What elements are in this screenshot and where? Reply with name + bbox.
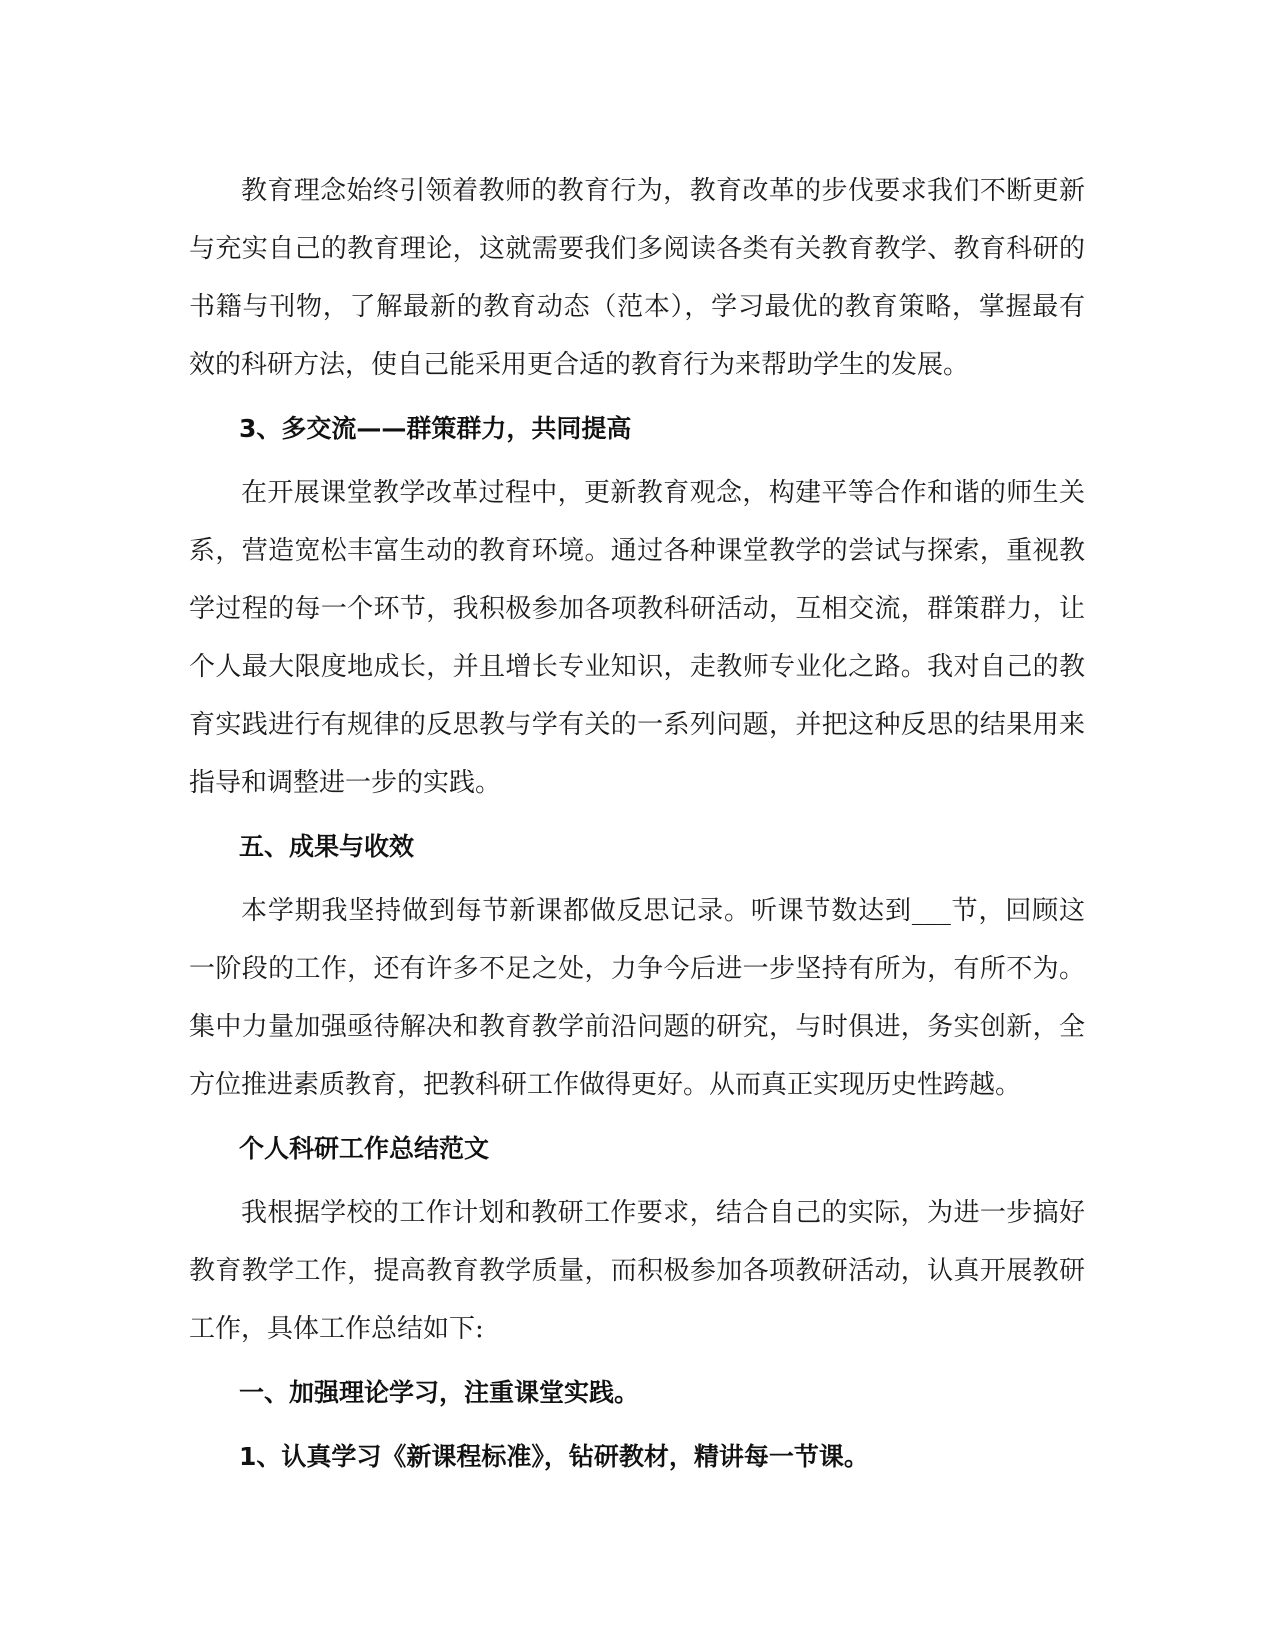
heading-curriculum-study: 1、认真学习《新课程标准》，钻研教材，精讲每一节课。 bbox=[239, 1442, 869, 1471]
paragraph-classroom-reform: 在开展课堂教学改革过程中，更新教育观念，构建平等合作和谐的师生关系，营造宽松丰富生动的教育环境。通过各种课堂教学的尝试与探索，重视教学过程的每一个环节，我积极参加各项教科研活动，互相交流，群策群力，让个人最大限度地成长，并且增长专业知识，走教师专业化之路。我对自己的教育实践进行有规律的反思教与学有关的一系列问题，并把这种反思的结果用来指导和调整进一步的实践。 bbox=[189, 478, 1085, 798]
heading-theory-study: 一、加强理论学习，注重课堂实践。 bbox=[239, 1378, 640, 1407]
heading-summary-title: 个人科研工作总结范文 bbox=[239, 1134, 490, 1163]
paragraph-results: 本学期我坚持做到每节新课都做反思记录。听课节数达到___节，回顾这一阶段的工作，还有许多不足之处，力争今后进一步坚持有所为，有所不为。集中力量加强亟待解决和教育教学前沿问题的研究，与时俱进，务实创新，全方位推进素质教育，把教科研工作做得更好。从而真正实现历史性跨越。 bbox=[189, 896, 1085, 1100]
paragraph-summary-intro: 我根据学校的工作计划和教研工作要求，结合自己的实际，为进一步搞好教育教学工作，提高教育教学质量，而积极参加各项教研活动，认真开展教研工作，具体工作总结如下: bbox=[189, 1198, 1085, 1344]
paragraph-education-philosophy: 教育理念始终引领着教师的教育行为，教育改革的步伐要求我们不断更新与充实自己的教育理论，这就需要我们多阅读各类有关教育教学、教育科研的书籍与刊物，了解最新的教育动态（范本），学习最优的教育策略，掌握最有效的科研方法，使自己能采用更合适的教育行为来帮助学生的发展。 bbox=[189, 176, 1085, 380]
document-body bbox=[189, 162, 1085, 1492]
heading-communication: 3、多交流——群策群力，共同提高 bbox=[239, 414, 632, 443]
heading-results: 五、成果与收效 bbox=[239, 832, 415, 861]
